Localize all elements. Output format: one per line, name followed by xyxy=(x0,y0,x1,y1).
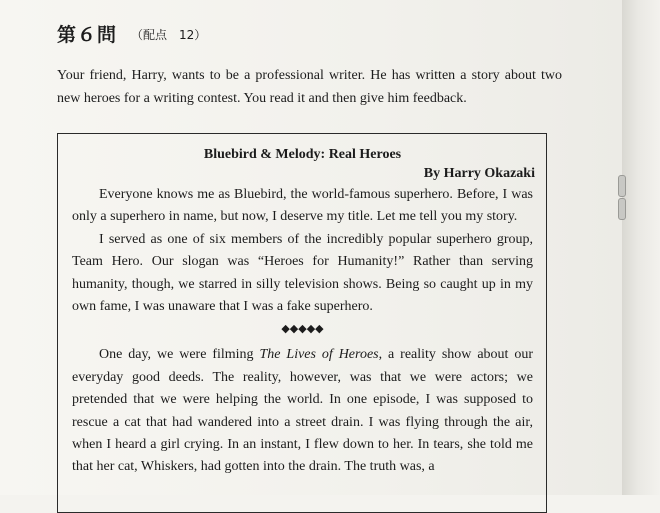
story-paragraph-3 xyxy=(72,344,533,478)
question-number: 第６問 xyxy=(57,24,118,46)
story-box xyxy=(57,133,547,513)
binder-clip-2 xyxy=(618,198,626,220)
section-divider: ◆◆◆◆◆ xyxy=(281,323,324,336)
points-label: （配点 12） xyxy=(131,28,207,42)
show-title: The Lives of Heroes xyxy=(259,347,379,363)
story-paragraph-1: Everyone knows me as Bluebird, the world-famous superhero. Before, I was only a superhero in name, but now, I deserve my title. Let me tell you my story. xyxy=(72,187,533,225)
question-header xyxy=(57,20,206,47)
p3-text-after: , a reality show about our everyday good deeds. The reality, however, was that we were actors; we pretended that we were helping the world. In one episode, I was supposed to rescue a cat that had wandered into a street drain. I was flying through the air, when I heard a girl crying. In an instant, I flew down to her. In tears, she told me that her cat, Whiskers, had gotten into the drain. The truth was, a xyxy=(72,347,534,475)
story-content xyxy=(72,134,533,479)
story-paragraph-2: I served as one of six members of the incredibly popular superhero group, Team Hero. Our slogan was “Heroes for Humanity!” Rather than serving humanity, though, we starred in silly television shows. Being so caught up in my own fame, I was unaware that I was a fake superhero. xyxy=(72,231,533,315)
intro-text: Your friend, Harry, wants to be a professional writer. He has written a story about two new heroes for a writing contest. You read it and then give him feedback. xyxy=(57,68,562,106)
story-author: By Harry Okazaki xyxy=(423,166,535,181)
page-edge xyxy=(622,0,660,495)
p3-text-before: One day, we were filming xyxy=(99,347,260,363)
binder-clip-1 xyxy=(618,175,626,197)
story-title: Bluebird & Melody: Real Heroes xyxy=(203,147,402,162)
